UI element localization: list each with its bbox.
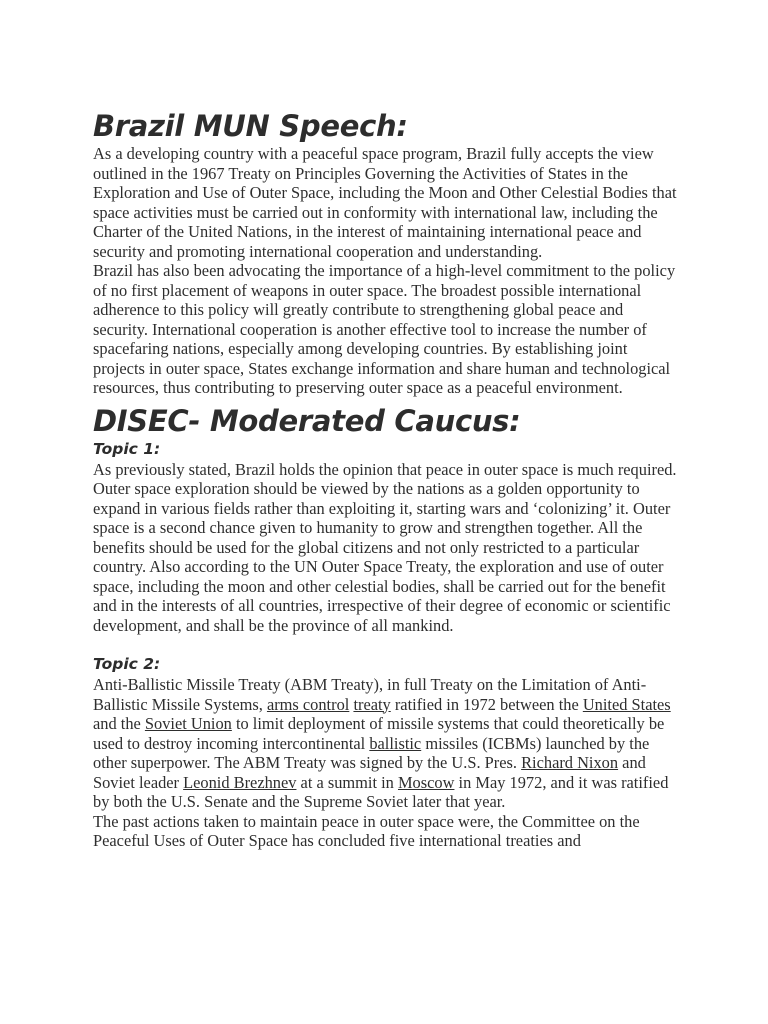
link-treaty[interactable]: treaty bbox=[353, 694, 391, 714]
document-page bbox=[93, 108, 679, 851]
link-soviet-union[interactable]: Soviet Union bbox=[144, 714, 232, 733]
topic-2-text: to limit deployment of missile systems that could theoretically be used to destroy incoming intercontinental bbox=[93, 714, 665, 753]
topic-1-paragraph: As previously stated, Brazil holds the opinion that peace in outer space is much required. Outer space exploration should be viewed by the nations as a golden opportunity to expand in various fields rather than exploiting it, starting wars and ‘colonizing’ it. Outer space is a second chance given to humanity to grow and strengthen together. All the benefits should be used for the global citizens and not only restricted to a particular country. Also according to the UN Outer Space Treaty, the exploration and use of outer space, including the moon and other celestial bodies, shall be carried out for the benefit and in the interests of all countries, irrespective of their degree of economic or scientific development, and shall be the province of all mankind. bbox=[93, 459, 677, 635]
topic-2-text: and the bbox=[93, 714, 145, 733]
link-ballistic[interactable]: ballistic bbox=[369, 733, 422, 753]
link-richard-nixon[interactable]: Richard Nixon bbox=[521, 753, 619, 772]
topic-2-text: Anti-Ballistic Missile Treaty (ABM Treaty), in full Treaty on the Limitation of Anti-Ballistic Missile Systems, bbox=[93, 675, 647, 714]
topic-2-paragraph-2: The past actions taken to maintain peace in outer space were, the Committee on the Peaceful Uses of Outer Space has concluded five international treaties and bbox=[93, 811, 640, 850]
topic-2-text: ratified in 1972 between the bbox=[390, 694, 583, 714]
topic-2-text: missiles (ICBMs) launched by the other superpower. The ABM Treaty was signed by the U.S. Pres. bbox=[93, 733, 650, 772]
speech-paragraph-2: Brazil has also been advocating the importance of a high-level commitment to the policy of no first placement of weapons in outer space. The broadest possible international adherence to this policy will greatly contribute to strengthening global peace and security. International cooperation is another effective tool to increase the number of spacefaring nations, especially among developing countries. By establishing joint projects in outer space, States exchange information and share human and technological resources, thus contributing to preserving outer space as a peaceful environment. bbox=[93, 261, 676, 397]
topic-2-text: and Soviet leader bbox=[93, 753, 646, 792]
caucus-title: DISEC- Moderated Caucus: bbox=[93, 403, 521, 438]
link-moscow[interactable]: Moscow bbox=[397, 772, 455, 792]
link-arms-control[interactable]: arms control bbox=[266, 694, 350, 714]
topic-2-paragraph bbox=[93, 675, 679, 812]
topic-2-text: at a summit in bbox=[296, 772, 398, 792]
link-united-states[interactable]: United States bbox=[582, 694, 671, 714]
link-leonid-brezhnev[interactable]: Leonid Brezhnev bbox=[183, 772, 297, 792]
paragraph-gap bbox=[93, 635, 679, 654]
topic-2-label: Topic 2: bbox=[93, 655, 161, 673]
topic-1-label: Topic 1: bbox=[93, 439, 161, 458]
topic-2-text: in May 1972, and it was ratified by both the U.S. Senate and the Supreme Soviet later that year. bbox=[93, 772, 669, 811]
speech-title: Brazil MUN Speech: bbox=[93, 109, 408, 143]
speech-paragraph-1: As a developing country with a peaceful space program, Brazil fully accepts the view outlined in the 1967 Treaty on Principles Governing the Activities of States in the Exploration and Use of Outer Space, including the Moon and Other Celestial Bodies that space activities must be carried out in conformity with international law, including the Charter of the United Nations, in the interest of maintaining international peace and security and promoting international cooperation and understanding. bbox=[93, 144, 677, 261]
